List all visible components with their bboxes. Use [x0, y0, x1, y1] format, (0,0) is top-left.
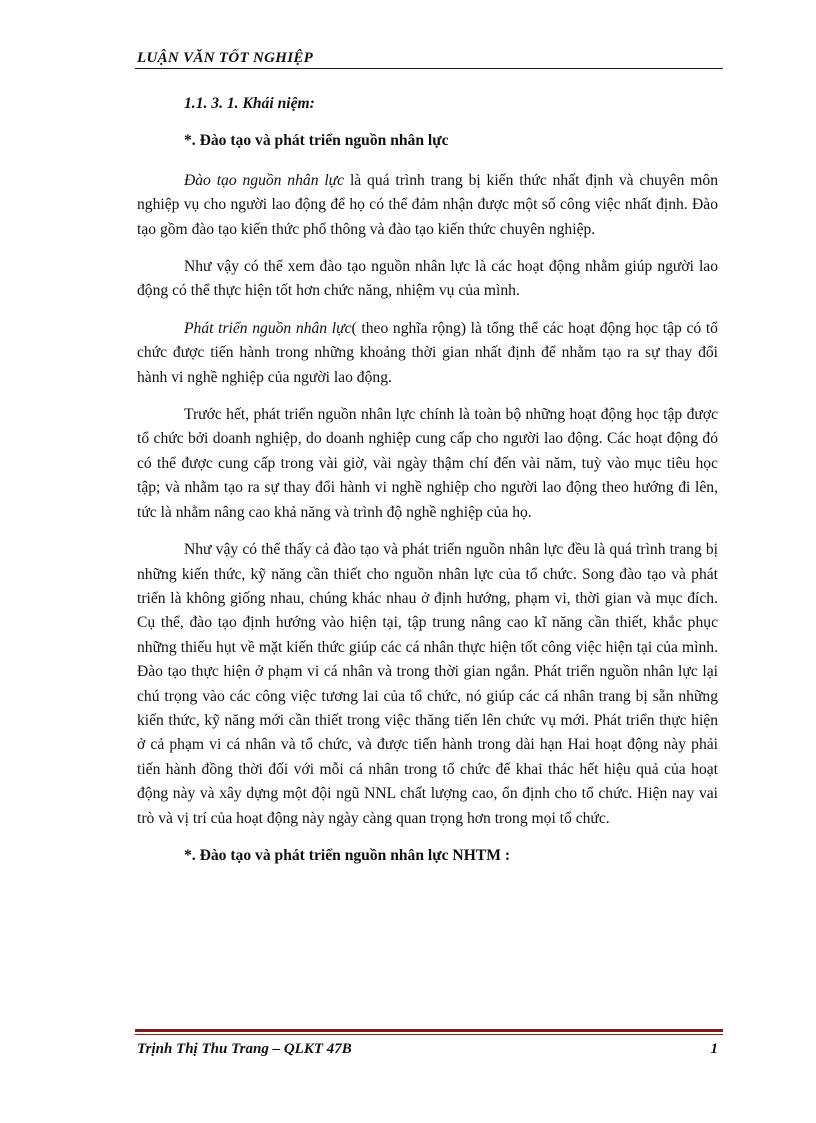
- footer-author: Trịnh Thị Thu Trang – QLKT 47B: [137, 1041, 352, 1057]
- page-header: [137, 50, 723, 67]
- paragraph-development-detail: Trước hết, phát triển nguồn nhân lực chính là toàn bộ những hoạt động học tập được tổ chức bởi doanh nghiệp, do doanh nghiệp cung cấp cho người lao động. Các hoạt động đó có thể được cung cấp trong vài giờ, vài ngày thậm chí đến vài năm, tuỳ vào mục tiêu học tập; và nhằm tạo ra sự thay đổi hành vi nghề nghiệp cho người lao động theo hướng đi lên, tức là nhằm nâng cao khả năng và trình độ nghề nghiệp của họ.: [137, 406, 718, 521]
- paragraph-training-definition: [137, 169, 718, 242]
- section-heading: 1.1. 3. 1. Khái niệm:: [184, 95, 315, 112]
- paragraph-text: là quá trình trang bị kiến thức nhất định và chuyên môn nghiệp vụ cho người lao động để họ có thể đảm nhận được một số công việc nhất định. Đào tạo gồm đào tạo kiến thức phổ thông và đào tạo kiến thức chuyên nghiệp.: [137, 171, 718, 238]
- document-body: [137, 92, 718, 883]
- term-training: Đào tạo nguồn nhân lực: [184, 171, 345, 189]
- footer-rule-thin: [135, 1034, 723, 1035]
- page-number: 1: [710, 1041, 718, 1057]
- paragraph-development-definition: [137, 317, 718, 390]
- paragraph-training-summary: Như vậy có thể xem đào tạo nguồn nhân lực là các hoạt động nhằm giúp người lao động có thể thực hiện tốt hơn chức năng, nhiệm vụ của mình.: [137, 258, 718, 300]
- paragraph-comparison: Như vậy có thể thấy cả đào tạo và phát triển nguồn nhân lực đều là quá trình trang bị những kiến thức, kỹ năng cần thiết cho nguồn nhân lực của tổ chức. Song đào tạo và phát triển là không giống nhau, chúng khác nhau ở định hướng, phạm vi, thời gian và mục đích. Cụ thể, đào tạo định hướng vào hiện tại, tập trung nâng cao kĩ năng cần thiết, khắc phục những thiếu hụt về mặt kiến thức giúp các cá nhân thực hiện tốt công việc hiện tại của mình. Đào tạo thực hiện ở phạm vi cá nhân và trong thời gian ngắn. Phát triển nguồn nhân lực lại chú trọng vào các công việc tương lai của tổ chức, nó giúp các cá nhân trang bị sẵn những kiến thức, kỹ năng mới cần thiết trong việc thăng tiến lên chức vụ mới. Phát triển thực hiện ở cả phạm vi cá nhân và tổ chức, và được tiến hành trong dài hạn Hai hoạt động này phải tiến hành đồng thời đối với mỗi cá nhân trong tổ chức để khai thác hết hiệu quả của hoạt động này và xây dựng một đội ngũ NNL chất lượng cao, ổn định cho tổ chức. Hiện nay vai trò và vị trí của hoạt động này ngày càng quan trọng hơn trong mọi tổ chức.: [137, 541, 718, 827]
- footer-rule-thick: [135, 1029, 723, 1032]
- header-title: LUẬN VĂN TỐT NGHIỆP: [137, 50, 314, 66]
- term-development: Phát triển nguồn nhân lực: [184, 319, 352, 337]
- subheading-nhtm: *. Đào tạo và phát triển nguồn nhân lực NHTM :: [184, 846, 511, 864]
- subheading-training-development: *. Đào tạo và phát triển nguồn nhân lực: [184, 132, 449, 150]
- header-rule: [135, 68, 723, 69]
- paragraph-text: ( theo nghĩa rộng) là tổng thể các hoạt động học tập có tổ chức được tiến hành trong những khoảng thời gian nhất định để nhằm tạo ra sự thay đổi hành vi nghề nghiệp của người lao động.: [137, 319, 718, 386]
